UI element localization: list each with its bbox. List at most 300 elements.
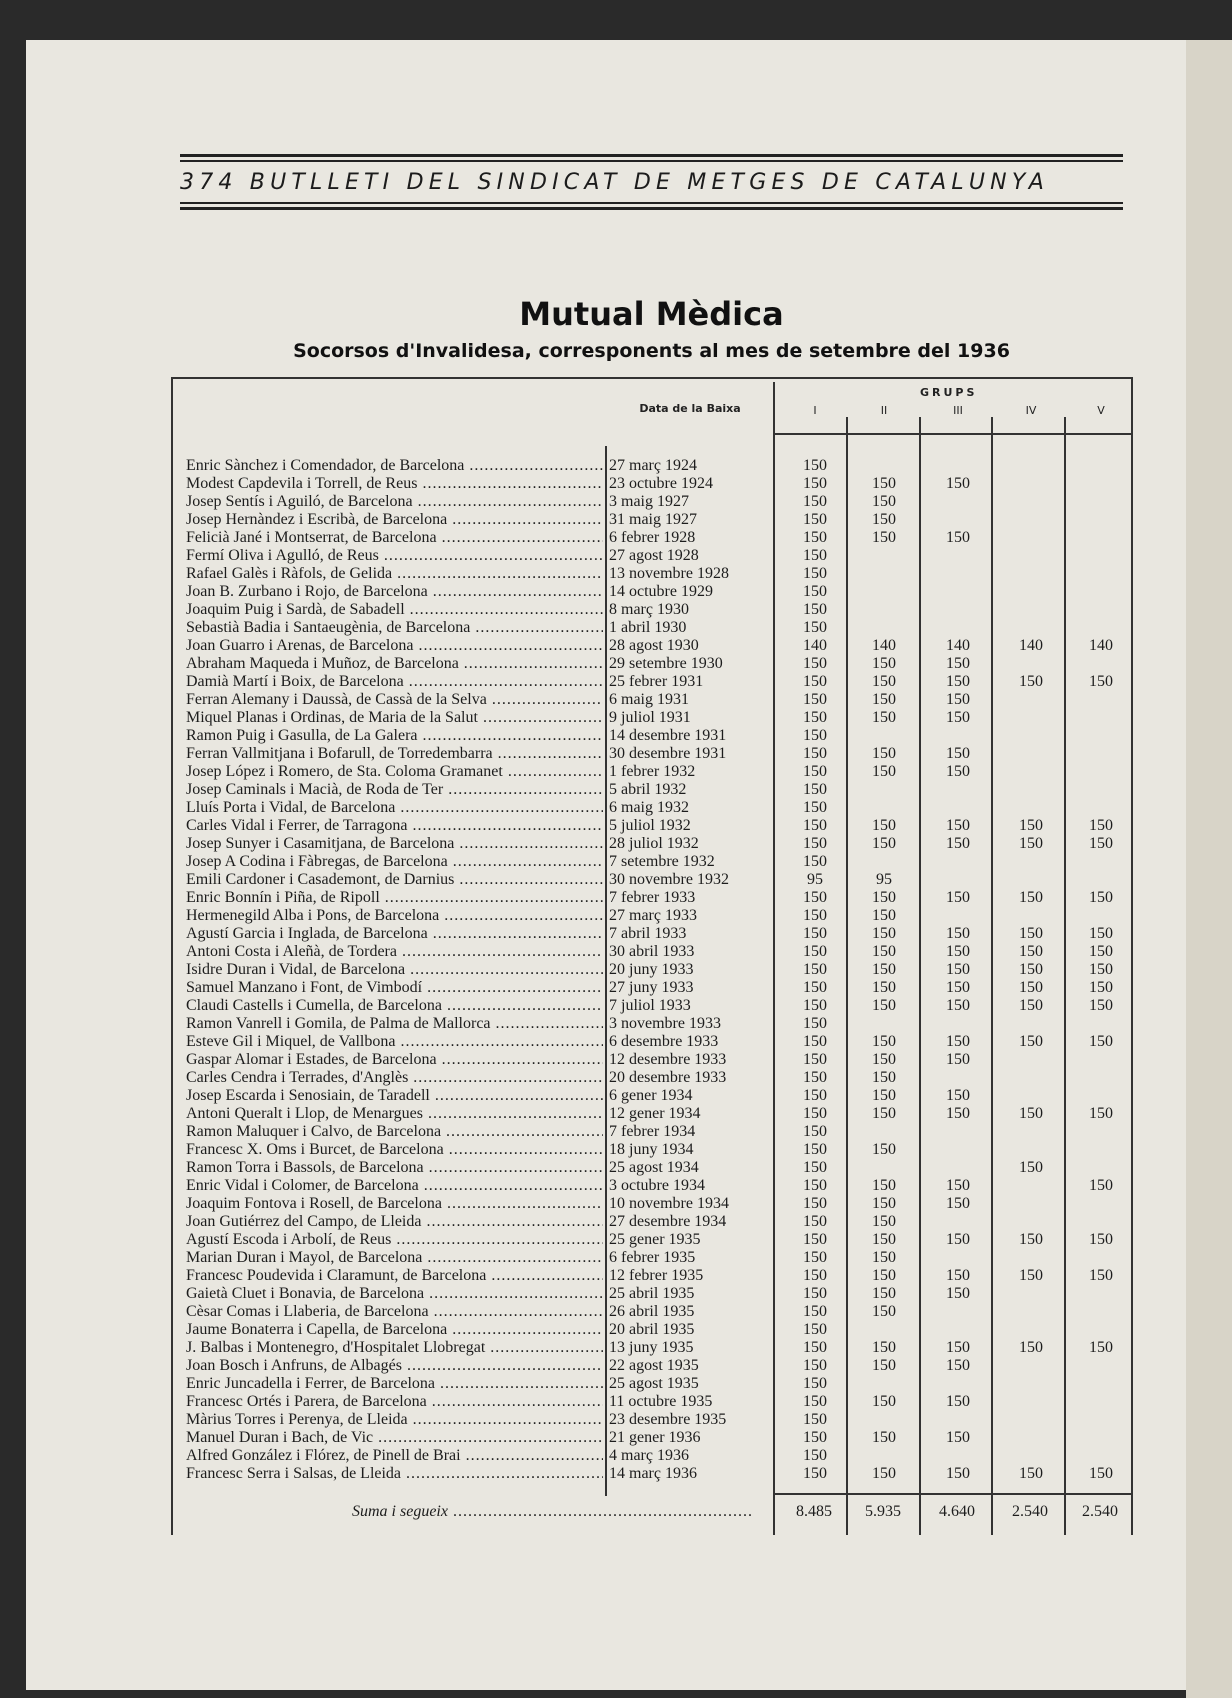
member-name: Joan Gutiérrez del Campo, de Lleida .....: [186, 1213, 603, 1231]
header-rule-top: [180, 154, 1123, 157]
member-name: Enric Sànchez i Comendador, de Barcelona .....: [186, 457, 603, 475]
group-amount-1: 150: [803, 565, 827, 582]
group-amount-5: 150: [1089, 997, 1113, 1014]
group-amount-4: 150: [1019, 835, 1043, 852]
group-amount-1: 150: [803, 1177, 827, 1194]
leave-date: 20 desembre 1933: [609, 1069, 727, 1086]
leave-date: 25 gener 1935: [609, 1231, 701, 1248]
member-name: Gaspar Alomar i Estades, de Barcelona .....: [186, 1051, 603, 1069]
group-amount-1: 150: [803, 1105, 827, 1122]
group-amount-2: 150: [872, 1357, 896, 1374]
member-name: Joaquim Puig i Sardà, de Sabadell .....: [186, 601, 603, 619]
member-name: Sebastià Badia i Santaeugènia, de Barcelona .....: [186, 619, 603, 637]
group-amount-2: 150: [872, 1105, 896, 1122]
member-name: Damià Martí i Boix, de Barcelona .....: [186, 673, 603, 691]
member-name: Jaume Bonaterra i Capella, de Barcelona .....: [186, 1321, 603, 1339]
member-name: Josep Escarda i Senosiain, de Taradell .....: [186, 1087, 603, 1105]
group-divider-2: [919, 417, 921, 1535]
group-amount-5: 150: [1089, 673, 1113, 690]
group-amount-1: 140: [803, 637, 827, 654]
group-amount-1: 150: [803, 1411, 827, 1428]
group-amount-2: 150: [872, 1393, 896, 1410]
leave-date: 21 gener 1936: [609, 1429, 701, 1446]
leave-date: 27 juny 1933: [609, 979, 694, 996]
leave-date: 13 juny 1935: [609, 1339, 694, 1356]
member-name: Manuel Duran i Bach, de Vic .....: [186, 1429, 603, 1447]
member-name: Enric Vidal i Colomer, de Barcelona .....: [186, 1177, 603, 1195]
header-rule-top-thin: [180, 160, 1123, 162]
group-amount-5: 150: [1089, 1465, 1113, 1482]
total-group-i: 8.485: [796, 1503, 832, 1520]
group-amount-1: 150: [803, 655, 827, 672]
totals-rule: [773, 1493, 1131, 1495]
leave-date: 14 octubre 1929: [609, 583, 713, 600]
group-amount-3: 150: [946, 475, 970, 492]
total-group-iii: 4.640: [939, 1503, 975, 1520]
total-group-ii: 5.935: [865, 1503, 901, 1520]
group-amount-2: 150: [872, 997, 896, 1014]
leave-date: 26 abril 1935: [609, 1303, 695, 1320]
leave-date: 28 juliol 1932: [609, 835, 699, 852]
page-subtitle: Socorsos d'Invalidesa, corresponents al mes de setembre del 1936: [293, 340, 1010, 362]
member-name: Emili Cardoner i Casademont, de Darnius .....: [186, 871, 603, 889]
group-amount-1: 150: [803, 1069, 827, 1086]
group-amount-3: 150: [946, 709, 970, 726]
group-amount-1: 150: [803, 889, 827, 906]
group-amount-2: 150: [872, 655, 896, 672]
group-amount-2: 150: [872, 1087, 896, 1104]
member-name: Josep Hernàndez i Escribà, de Barcelona .....: [186, 511, 603, 529]
group-amount-3: 150: [946, 1195, 970, 1212]
leave-date: 30 novembre 1932: [609, 871, 729, 888]
group-amount-1: 150: [803, 907, 827, 924]
group-amount-1: 150: [803, 1267, 827, 1284]
group-amount-1: 150: [803, 1141, 827, 1158]
group-amount-3: 150: [946, 655, 970, 672]
leave-date: 27 desembre 1934: [609, 1213, 727, 1230]
leave-date: 9 juliol 1931: [609, 709, 691, 726]
group-amount-1: 150: [803, 547, 827, 564]
group-header-iii: III: [953, 404, 963, 417]
group-amount-5: 150: [1089, 1339, 1113, 1356]
group-amount-1: 150: [803, 1393, 827, 1410]
date-groups-divider: [773, 382, 775, 1535]
group-amount-2: 150: [872, 907, 896, 924]
group-amount-1: 150: [803, 853, 827, 870]
group-amount-2: 150: [872, 1231, 896, 1248]
leave-date: 1 abril 1930: [609, 619, 687, 636]
group-amount-1: 150: [803, 745, 827, 762]
leave-date: 5 abril 1932: [609, 781, 687, 798]
leave-date: 25 agost 1934: [609, 1159, 699, 1176]
group-amount-4: 150: [1019, 673, 1043, 690]
name-date-divider: [605, 446, 607, 1496]
group-amount-2: 150: [872, 709, 896, 726]
member-name: Ferran Vallmitjana i Bofarull, de Torredembarra .....: [186, 745, 603, 763]
member-name: Miquel Planas i Ordinas, de Maria de la Salut .....: [186, 709, 603, 727]
group-amount-4: 150: [1019, 925, 1043, 942]
group-amount-1: 150: [803, 709, 827, 726]
member-name: Joan Bosch i Anfruns, de Albagés .....: [186, 1357, 603, 1375]
group-amount-3: 140: [946, 637, 970, 654]
total-group-v: 2.540: [1082, 1503, 1118, 1520]
member-name: Hermenegild Alba i Pons, de Barcelona .....: [186, 907, 603, 925]
member-name: Modest Capdevila i Torrell, de Reus .....: [186, 475, 603, 493]
member-name: Ramon Maluquer i Calvo, de Barcelona .....: [186, 1123, 603, 1141]
group-amount-2: 150: [872, 943, 896, 960]
group-amount-3: 150: [946, 997, 970, 1014]
group-amount-1: 150: [803, 475, 827, 492]
group-amount-1: 150: [803, 1249, 827, 1266]
group-amount-5: 150: [1089, 1267, 1113, 1284]
group-amount-2: 150: [872, 1267, 896, 1284]
member-name: Agustí Garcia i Inglada, de Barcelona .....: [186, 925, 603, 943]
group-amount-1: 150: [803, 1033, 827, 1050]
group-amount-1: 150: [803, 673, 827, 690]
total-group-iv: 2.540: [1012, 1503, 1048, 1520]
group-amount-2: 150: [872, 1429, 896, 1446]
leave-date: 27 març 1933: [609, 907, 697, 924]
group-amount-5: 150: [1089, 943, 1113, 960]
group-header-iv: IV: [1025, 404, 1037, 417]
group-amount-3: 150: [946, 1033, 970, 1050]
leave-date: 27 agost 1928: [609, 547, 699, 564]
leave-date: 23 desembre 1935: [609, 1411, 727, 1428]
group-amount-3: 150: [946, 1231, 970, 1248]
member-name: Joan B. Zurbano i Rojo, de Barcelona .....: [186, 583, 603, 601]
group-amount-3: 150: [946, 1051, 970, 1068]
table-left-rule: [171, 377, 173, 1535]
leave-date: 7 juliol 1933: [609, 997, 691, 1014]
leave-date: 20 abril 1935: [609, 1321, 695, 1338]
group-amount-1: 150: [803, 1015, 827, 1032]
group-amount-2: 150: [872, 529, 896, 546]
group-amount-1: 150: [803, 961, 827, 978]
page-number: 374: [180, 170, 238, 195]
group-amount-2: 150: [872, 1213, 896, 1230]
leave-date: 1 febrer 1932: [609, 763, 696, 780]
group-amount-5: 140: [1089, 637, 1113, 654]
member-name: Carles Vidal i Ferrer, de Tarragona .....: [186, 817, 603, 835]
group-amount-3: 150: [946, 691, 970, 708]
group-amount-1: 150: [803, 817, 827, 834]
page-title: Mutual Mèdica: [519, 295, 784, 333]
group-amount-2: 150: [872, 1141, 896, 1158]
group-amount-4: 150: [1019, 1105, 1043, 1122]
group-amount-3: 150: [946, 835, 970, 852]
group-amount-5: 150: [1089, 925, 1113, 942]
group-amount-1: 150: [803, 1357, 827, 1374]
group-amount-1: 150: [803, 835, 827, 852]
group-amount-2: 150: [872, 1285, 896, 1302]
member-name: Claudi Castells i Cumella, de Barcelona .....: [186, 997, 603, 1015]
group-amount-1: 150: [803, 1303, 827, 1320]
group-amount-2: 140: [872, 637, 896, 654]
group-amount-2: 150: [872, 1033, 896, 1050]
leave-date: 25 agost 1935: [609, 1375, 699, 1392]
group-amount-1: 150: [803, 1447, 827, 1464]
member-name: Samuel Manzano i Font, de Vimbodí .....: [186, 979, 603, 997]
group-amount-5: 150: [1089, 1033, 1113, 1050]
member-name: Francesc Ortés i Parera, de Barcelona .....: [186, 1393, 603, 1411]
leave-date: 14 març 1936: [609, 1465, 697, 1482]
member-name: Carles Cendra i Terrades, d'Anglès .....: [186, 1069, 603, 1087]
member-name: Josep López i Romero, de Sta. Coloma Gramanet .....: [186, 763, 603, 781]
group-amount-2: 150: [872, 673, 896, 690]
group-amount-4: 150: [1019, 1159, 1043, 1176]
group-amount-3: 150: [946, 1267, 970, 1284]
leave-date: 5 juliol 1932: [609, 817, 691, 834]
group-amount-2: 150: [872, 1177, 896, 1194]
member-name: Francesc X. Oms i Burcet, de Barcelona .....: [186, 1141, 603, 1159]
group-amount-5: 150: [1089, 889, 1113, 906]
group-amount-1: 150: [803, 1051, 827, 1068]
member-name: Alfred González i Flórez, de Pinell de Brai .....: [186, 1447, 603, 1465]
member-name: Josep Sunyer i Casamitjana, de Barcelona .....: [186, 835, 603, 853]
group-divider-4: [1064, 417, 1066, 1535]
group-header-v: V: [1097, 404, 1105, 417]
group-amount-2: 150: [872, 979, 896, 996]
group-amount-3: 150: [946, 673, 970, 690]
leave-date: 8 març 1930: [609, 601, 689, 618]
group-amount-2: 150: [872, 745, 896, 762]
group-amount-3: 150: [946, 979, 970, 996]
group-amount-4: 150: [1019, 1267, 1043, 1284]
totals-label: Suma i segueix .....: [352, 1503, 752, 1521]
leave-date: 6 maig 1931: [609, 691, 689, 708]
group-amount-1: 150: [803, 1375, 827, 1392]
leave-date: 11 octubre 1935: [609, 1393, 713, 1410]
leave-date: 7 setembre 1932: [609, 853, 715, 870]
group-amount-2: 150: [872, 475, 896, 492]
group-amount-3: 150: [946, 817, 970, 834]
member-name: J. Balbas i Montenegro, d'Hospitalet Llobregat .....: [186, 1339, 603, 1357]
member-name: Enric Bonnín i Piña, de Ripoll .....: [186, 889, 603, 907]
group-amount-1: 150: [803, 727, 827, 744]
leave-date: 31 maig 1927: [609, 511, 697, 528]
group-amount-2: 150: [872, 763, 896, 780]
member-name: Abraham Maqueda i Muñoz, de Barcelona .....: [186, 655, 603, 673]
member-name: Josep A Codina i Fàbregas, de Barcelona .....: [186, 853, 603, 871]
member-name: Agustí Escoda i Arbolí, de Reus .....: [186, 1231, 603, 1249]
group-amount-3: 150: [946, 1339, 970, 1356]
group-amount-3: 150: [946, 1465, 970, 1482]
leave-date: 12 gener 1934: [609, 1105, 701, 1122]
leave-date: 30 desembre 1931: [609, 745, 727, 762]
page-edge: [1186, 40, 1232, 1698]
group-amount-2: 150: [872, 1249, 896, 1266]
member-name: Màrius Torres i Perenya, de Lleida .....: [186, 1411, 603, 1429]
group-amount-3: 150: [946, 961, 970, 978]
leave-date: 29 setembre 1930: [609, 655, 723, 672]
group-amount-3: 150: [946, 1429, 970, 1446]
group-header-i: I: [813, 404, 817, 417]
group-amount-5: 150: [1089, 835, 1113, 852]
leave-date: 3 novembre 1933: [609, 1015, 721, 1032]
leave-date: 10 novembre 1934: [609, 1195, 729, 1212]
table-top-rule: [171, 377, 1131, 379]
group-header-ii: II: [880, 404, 888, 417]
member-name: Rafael Galès i Ràfols, de Gelida .....: [186, 565, 603, 583]
leave-date: 3 maig 1927: [609, 493, 689, 510]
member-name: Marian Duran i Mayol, de Barcelona .....: [186, 1249, 603, 1267]
leave-date: 6 gener 1934: [609, 1087, 693, 1104]
member-name: Enric Juncadella i Ferrer, de Barcelona .....: [186, 1375, 603, 1393]
group-amount-2: 150: [872, 835, 896, 852]
member-name: Francesc Poudevida i Claramunt, de Barcelona .....: [186, 1267, 603, 1285]
group-amount-3: 150: [946, 1087, 970, 1104]
leave-date: 27 març 1924: [609, 457, 697, 474]
group-amount-1: 150: [803, 997, 827, 1014]
group-amount-1: 150: [803, 1429, 827, 1446]
group-amount-1: 150: [803, 763, 827, 780]
member-name: Joaquim Fontova i Rosell, de Barcelona .....: [186, 1195, 603, 1213]
group-amount-2: 150: [872, 493, 896, 510]
group-amount-2: 150: [872, 817, 896, 834]
leave-date: 12 desembre 1933: [609, 1051, 727, 1068]
group-amount-3: 150: [946, 925, 970, 942]
member-name: Josep Caminals i Macià, de Roda de Ter .....: [186, 781, 603, 799]
member-name: Francesc Serra i Salsas, de Lleida .....: [186, 1465, 603, 1483]
group-amount-2: 150: [872, 925, 896, 942]
group-amount-2: 150: [872, 1051, 896, 1068]
date-column-header: Data de la Baixa: [639, 402, 741, 415]
member-name: Antoni Costa i Aleñà, de Tordera .....: [186, 943, 603, 961]
group-amount-3: 150: [946, 529, 970, 546]
member-name: Isidre Duran i Vidal, de Barcelona .....: [186, 961, 603, 979]
group-amount-3: 150: [946, 1357, 970, 1374]
group-amount-1: 95: [807, 871, 823, 888]
group-amount-1: 150: [803, 1339, 827, 1356]
leave-date: 7 febrer 1934: [609, 1123, 696, 1140]
groups-label: GRUPS: [920, 386, 978, 399]
member-name: Cèsar Comas i Llaberia, de Barcelona .....: [186, 1303, 603, 1321]
group-amount-5: 150: [1089, 1231, 1113, 1248]
group-amount-4: 150: [1019, 817, 1043, 834]
group-divider-3: [991, 417, 993, 1535]
member-name: Lluís Porta i Vidal, de Barcelona .....: [186, 799, 603, 817]
group-amount-2: 150: [872, 1069, 896, 1086]
leave-date: 7 abril 1933: [609, 925, 687, 942]
member-name: Esteve Gil i Miquel, de Vallbona .....: [186, 1033, 603, 1051]
leave-date: 4 març 1936: [609, 1447, 689, 1464]
group-amount-3: 150: [946, 889, 970, 906]
member-name: Fermí Oliva i Agulló, de Reus .....: [186, 547, 603, 565]
member-name: Joan Guarro i Arenas, de Barcelona .....: [186, 637, 603, 655]
member-name: Felicià Jané i Montserrat, de Barcelona .....: [186, 529, 603, 547]
running-header: [180, 170, 1123, 195]
group-amount-2: 150: [872, 1303, 896, 1320]
member-name: Ferran Alemany i Daussà, de Cassà de la Selva .....: [186, 691, 603, 709]
group-amount-1: 150: [803, 601, 827, 618]
member-name: Gaietà Cluet i Bonavia, de Barcelona .....: [186, 1285, 603, 1303]
group-amount-1: 150: [803, 493, 827, 510]
group-amount-2: 150: [872, 691, 896, 708]
member-name: Antoni Queralt i Llop, de Menargues .....: [186, 1105, 603, 1123]
group-amount-1: 150: [803, 583, 827, 600]
group-amount-1: 150: [803, 1159, 827, 1176]
member-name: Ramon Torra i Bassols, de Barcelona .....: [186, 1159, 603, 1177]
group-amount-1: 150: [803, 1087, 827, 1104]
leave-date: 25 febrer 1931: [609, 673, 704, 690]
leave-date: 3 octubre 1934: [609, 1177, 705, 1194]
member-name: Ramon Vanrell i Gomila, de Palma de Mallorca .....: [186, 1015, 603, 1033]
group-amount-5: 150: [1089, 1105, 1113, 1122]
group-amount-3: 150: [946, 763, 970, 780]
group-amount-5: 150: [1089, 961, 1113, 978]
member-name: Ramon Puig i Gasulla, de La Galera .....: [186, 727, 603, 745]
leave-date: 18 juny 1934: [609, 1141, 694, 1158]
group-amount-2: 150: [872, 1465, 896, 1482]
leave-date: 6 maig 1932: [609, 799, 689, 816]
member-name: Josep Sentís i Aguiló, de Barcelona .....: [186, 493, 603, 511]
group-amount-4: 150: [1019, 997, 1043, 1014]
group-amount-1: 150: [803, 457, 827, 474]
group-amount-2: 150: [872, 961, 896, 978]
group-amount-4: 150: [1019, 943, 1043, 960]
leave-date: 28 agost 1930: [609, 637, 699, 654]
group-amount-1: 150: [803, 1231, 827, 1248]
group-amount-4: 150: [1019, 1465, 1043, 1482]
group-amount-4: 150: [1019, 1033, 1043, 1050]
group-amount-1: 150: [803, 943, 827, 960]
group-amount-1: 150: [803, 1195, 827, 1212]
group-amount-2: 150: [872, 889, 896, 906]
group-amount-1: 150: [803, 1123, 827, 1140]
group-amount-5: 150: [1089, 817, 1113, 834]
group-amount-1: 150: [803, 529, 827, 546]
group-amount-3: 150: [946, 1177, 970, 1194]
group-amount-4: 150: [1019, 1231, 1043, 1248]
leave-date: 13 novembre 1928: [609, 565, 729, 582]
group-amount-1: 150: [803, 1465, 827, 1482]
group-amount-5: 150: [1089, 1177, 1113, 1194]
group-amount-4: 150: [1019, 979, 1043, 996]
group-amount-1: 150: [803, 925, 827, 942]
leave-date: 6 febrer 1928: [609, 529, 696, 546]
group-amount-4: 150: [1019, 889, 1043, 906]
group-amount-1: 150: [803, 1285, 827, 1302]
group-amount-1: 150: [803, 511, 827, 528]
running-title: BUTLLETI DEL SINDICAT DE METGES DE CATALUNYA: [249, 170, 1050, 195]
group-amount-3: 150: [946, 1105, 970, 1122]
group-amount-1: 150: [803, 1213, 827, 1230]
group-amount-3: 150: [946, 943, 970, 960]
header-rule-bottom: [180, 207, 1123, 210]
group-amount-1: 150: [803, 799, 827, 816]
group-amount-4: 140: [1019, 637, 1043, 654]
leave-date: 6 desembre 1933: [609, 1033, 719, 1050]
header-rule-bottom-thin: [180, 202, 1123, 204]
group-amount-2: 150: [872, 1195, 896, 1212]
group-amount-2: 150: [872, 1339, 896, 1356]
leave-date: 22 agost 1935: [609, 1357, 699, 1374]
group-amount-5: 150: [1089, 979, 1113, 996]
group-amount-3: 150: [946, 1285, 970, 1302]
leave-date: 7 febrer 1933: [609, 889, 696, 906]
group-amount-4: 150: [1019, 1339, 1043, 1356]
leave-date: 12 febrer 1935: [609, 1267, 704, 1284]
leave-date: 25 abril 1935: [609, 1285, 695, 1302]
leave-date: 6 febrer 1935: [609, 1249, 696, 1266]
groups-header-rule: [773, 433, 1131, 435]
group-amount-1: 150: [803, 619, 827, 636]
group-amount-3: 150: [946, 745, 970, 762]
group-amount-2: 95: [876, 871, 892, 888]
group-amount-4: 150: [1019, 961, 1043, 978]
group-amount-3: 150: [946, 1393, 970, 1410]
group-amount-1: 150: [803, 691, 827, 708]
